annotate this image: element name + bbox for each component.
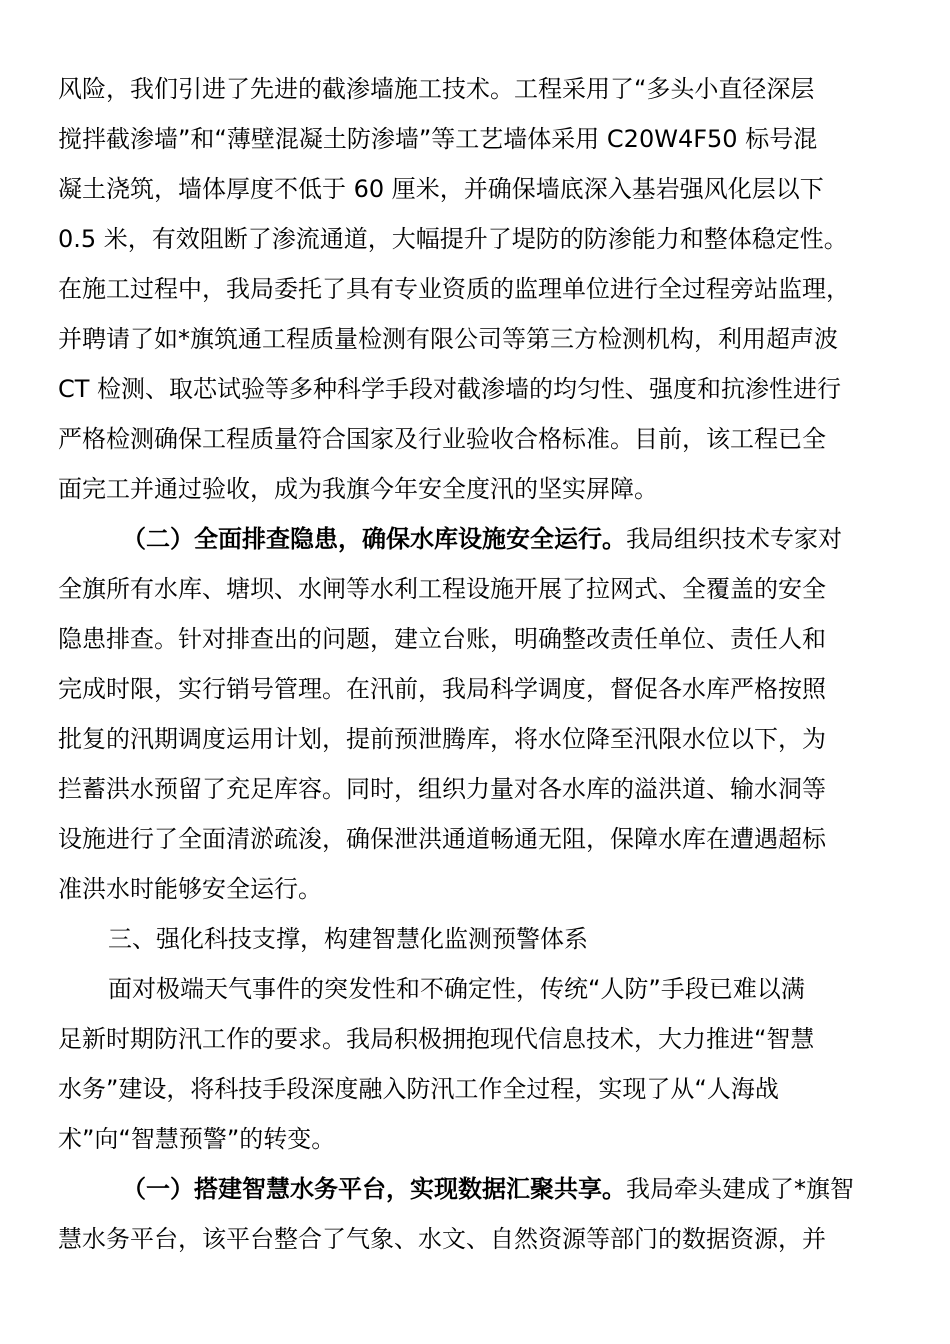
text-line — [58, 464, 892, 514]
body-text: 风险，我们引进了先进的截渗墙施工技术。工程采用了“多头小直径深层 — [58, 75, 815, 103]
text-line — [58, 1114, 892, 1164]
text-line — [58, 814, 892, 864]
body-text: 完成时限，实行销号管理。在汛前，我局科学调度，督促各水库严格按照 — [58, 675, 826, 703]
body-text: 全旗所有水库、塘坝、水闸等水利工程设施开展了拉网式、全覆盖的安全 — [58, 575, 826, 603]
text-line — [58, 214, 892, 264]
text-line — [58, 1014, 892, 1064]
body-text: 水务”建设，将科技手段深度融入防汛工作全过程，实现了从“人海战 — [58, 1075, 779, 1103]
text-line — [58, 914, 892, 964]
text-line — [58, 314, 892, 364]
text-line — [58, 964, 892, 1014]
body-text: 我局组织技术专家对 — [626, 525, 842, 553]
body-text: 0.5 米，有效阻断了渗流通道，大幅提升了堤防的防渗能力和整体稳定性。 — [58, 225, 848, 253]
bold-heading-text: （二）全面排查隐患，确保水库设施安全运行。 — [122, 525, 626, 553]
document-page — [58, 64, 892, 1264]
body-text: 搅拌截渗墙”和“薄壁混凝土防渗墙”等工艺墙体采用 C20W4F50 标号混 — [58, 125, 818, 153]
body-text: 凝土浇筑，墙体厚度不低于 60 厘米，并确保墙底深入基岩强风化层以下 — [58, 175, 824, 203]
text-line — [58, 664, 892, 714]
body-text: 面完工并通过验收，成为我旗今年安全度汛的坚实屏障。 — [58, 475, 658, 503]
text-line — [58, 564, 892, 614]
body-text: CT 检测、取芯试验等多种科学手段对截渗墙的均匀性、强度和抗渗性进行 — [58, 375, 842, 403]
text-line — [58, 64, 892, 114]
body-text: 设施进行了全面清淤疏浚，确保泄洪通道畅通无阻，保障水库在遭遇超标 — [58, 825, 826, 853]
body-text: 在施工过程中，我局委托了具有专业资质的监理单位进行全过程旁站监理， — [58, 275, 850, 303]
text-line — [58, 164, 892, 214]
text-line — [58, 264, 892, 314]
text-line — [58, 864, 892, 914]
text-line — [58, 1214, 892, 1264]
text-line — [58, 614, 892, 664]
text-line — [58, 364, 892, 414]
body-text: 足新时期防汛工作的要求。我局积极拥抱现代信息技术，大力推进“智慧 — [58, 1025, 815, 1053]
text-line — [58, 1064, 892, 1114]
section-heading-text: 三、强化科技支撑，构建智慧化监测预警体系 — [108, 925, 588, 953]
body-text: 并聘请了如*旗筑通工程质量检测有限公司等第三方检测机构，利用超声波 — [58, 325, 838, 353]
text-line — [58, 764, 892, 814]
bold-heading-text: （一）搭建智慧水务平台，实现数据汇聚共享。 — [122, 1175, 626, 1203]
text-line — [58, 1164, 892, 1214]
body-text: 批复的汛期调度运用计划，提前预泄腾库，将水位降至汛限水位以下，为 — [58, 725, 826, 753]
body-text: 严格检测确保工程质量符合国家及行业验收合格标准。目前，该工程已全 — [58, 425, 826, 453]
text-line — [58, 114, 892, 164]
text-line — [58, 714, 892, 764]
body-text: 准洪水时能够安全运行。 — [58, 875, 322, 903]
body-text: 慧水务平台，该平台整合了气象、水文、自然资源等部门的数据资源，并 — [58, 1225, 826, 1253]
body-text: 拦蓄洪水预留了充足库容。同时，组织力量对各水库的溢洪道、输水洞等 — [58, 775, 826, 803]
body-text: 我局牵头建成了*旗智 — [626, 1175, 854, 1203]
body-text: 隐患排查。针对排查出的问题，建立台账，明确整改责任单位、责任人和 — [58, 625, 826, 653]
text-line — [58, 514, 892, 564]
body-text: 面对极端天气事件的突发性和不确定性，传统“人防”手段已难以满 — [108, 975, 805, 1003]
text-line — [58, 414, 892, 464]
body-text: 术”向“智慧预警”的转变。 — [58, 1125, 336, 1153]
